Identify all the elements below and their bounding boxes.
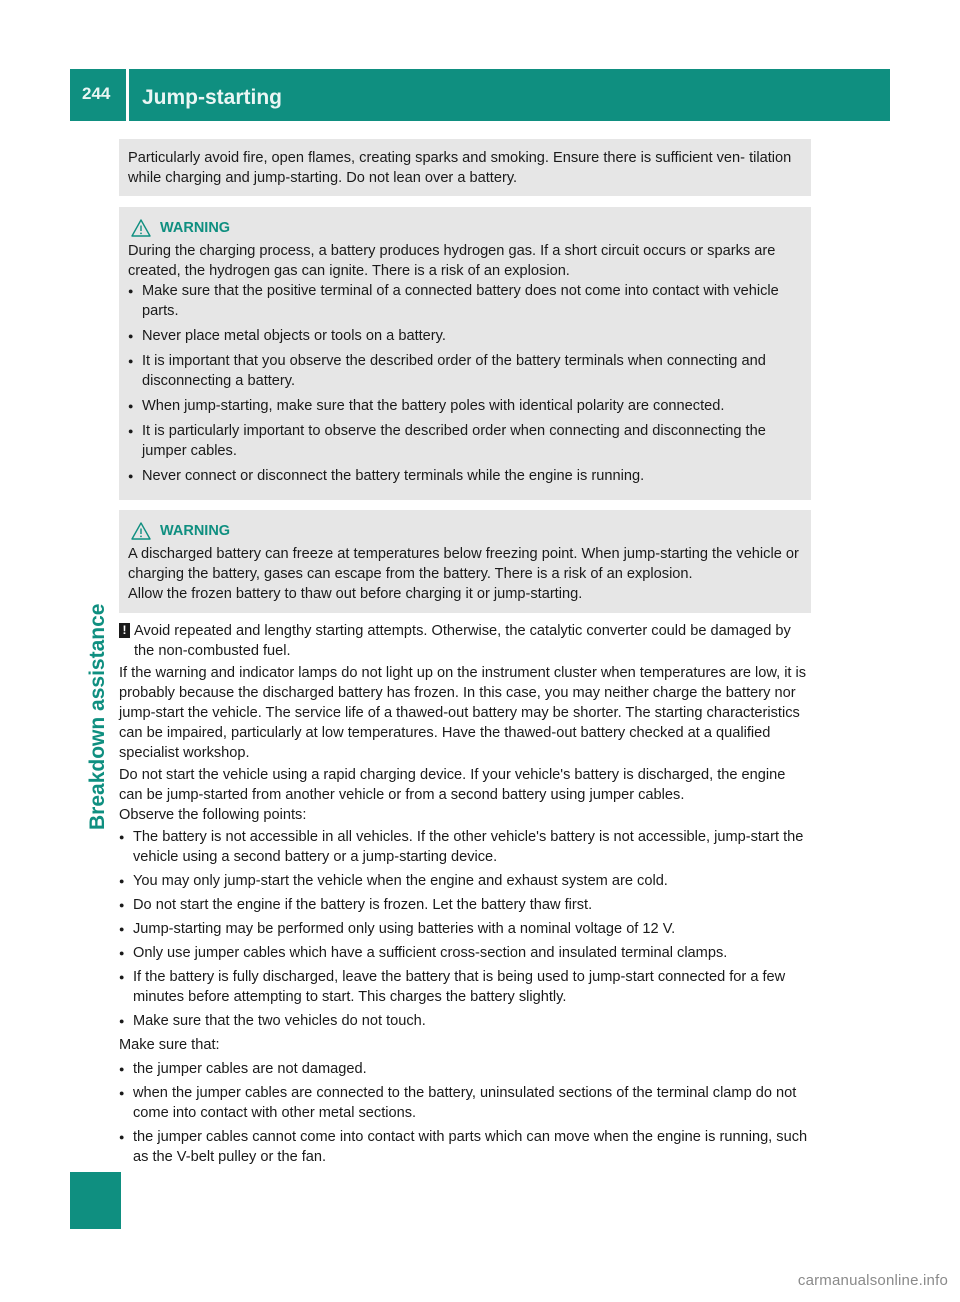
intro-text: Particularly avoid fire, open flames, creating sparks and smoking. Ensure there is sufficient ven- tilation while charging and jump-starting. Do not lean over a battery.: [128, 150, 792, 186]
list-item: ● Make sure that the positive terminal of a connected battery does not come into contact with vehicle parts.: [128, 281, 802, 321]
notice-text: Avoid repeated and lengthy starting attempts. Otherwise, the catalytic converter could be damaged by the non-combusted fuel.: [134, 623, 791, 659]
checks-list: [119, 1059, 811, 1167]
side-section-label-text: Breakdown assistance: [86, 603, 109, 830]
warning-box-hydrogen: [119, 207, 811, 500]
warning-text: During the charging process, a battery produces hydrogen gas. If a short circuit occurs or sparks are created, the hydrogen gas can ignite. There is a risk of an explosion.: [128, 243, 776, 279]
list-item: ● It is particularly important to observe the described order when connecting and disconnecting the jumper cables.: [128, 421, 802, 461]
warning-heading: [131, 218, 802, 238]
list-item: ● It is important that you observe the described order of the battery terminals when connecting and disconnecting a battery.: [128, 351, 802, 391]
warning-box-freezing: [119, 510, 811, 613]
list-item: ● the jumper cables are not damaged.: [119, 1059, 811, 1079]
list-item: ● when the jumper cables are connected to the battery, uninsulated sections of the terminal clamp do not come into contact with other metal sections.: [119, 1083, 811, 1123]
list-item: ● When jump-starting, make sure that the battery poles with identical polarity are connected.: [128, 396, 802, 416]
exclamation-icon: !: [119, 623, 130, 638]
page-content: [119, 139, 811, 1171]
page-number: 244: [82, 84, 111, 103]
warning-label: WARNING: [160, 523, 231, 539]
warning-text: A discharged battery can freeze at temperatures below freezing point. When jump-starting the vehicle or charging the battery, gases can escape from the battery. There is a risk of an explosion.: [128, 546, 799, 582]
side-color-block: [70, 1172, 121, 1229]
warning-bullets: [128, 281, 802, 486]
warning-triangle-icon: [131, 219, 151, 237]
list-item: ● Only use jumper cables which have a sufficient cross-section and insulated terminal clamps.: [119, 943, 811, 963]
points-list: [119, 827, 811, 1031]
warning-label: WARNING: [160, 220, 231, 236]
intro-box: [119, 139, 811, 196]
list-item: ● Make sure that the two vehicles do not touch.: [119, 1011, 811, 1031]
list-item: ● the jumper cables cannot come into contact with parts which can move when the engine is running, such as the V-belt pulley or the fan.: [119, 1127, 811, 1167]
list-item: ● If the battery is fully discharged, leave the battery that is being used to jump-start connected for a few minutes before attempting to start. This charges the battery slightly.: [119, 967, 811, 1007]
warning-heading: [131, 521, 802, 541]
list-item: ● Never connect or disconnect the battery terminals while the engine is running.: [128, 466, 802, 486]
page-title: Jump-starting: [142, 86, 283, 109]
list-item: ● You may only jump-start the vehicle when the engine and exhaust system are cold.: [119, 871, 811, 891]
list-item: ● Jump-starting may be performed only using batteries with a nominal voltage of 12 V.: [119, 919, 811, 939]
list-item: ● Do not start the engine if the battery is frozen. Let the battery thaw first.: [119, 895, 811, 915]
paragraph: Make sure that:: [119, 1037, 220, 1053]
header-divider: [126, 69, 129, 121]
paragraph: If the warning and indicator lamps do not light up on the instrument cluster when temperatures are low, it is probably because the discharged battery has frozen. In this case, you may neither charge the battery nor jump-start the vehicle. The service life of a thawed-out battery may be shorter. The starting characteristics can be impaired, particularly at low temperatures. Have the thawed-out battery checked at a qualified specialist workshop.: [119, 665, 807, 761]
notice-paragraph: [119, 621, 811, 661]
watermark-url[interactable]: carmanualsonline.info: [797, 1272, 948, 1289]
paragraph: Observe the following points:: [119, 807, 307, 823]
list-item: ● The battery is not accessible in all vehicles. If the other vehicle's battery is not accessible, jump-start the vehicle using a second battery or a jump-starting device.: [119, 827, 811, 867]
body-text: [119, 621, 811, 1167]
warning-triangle-icon: [131, 522, 151, 540]
list-item: ● Never place metal objects or tools on a battery.: [128, 326, 802, 346]
warning-text: Allow the frozen battery to thaw out before charging it or jump-starting.: [128, 586, 583, 602]
paragraph: Do not start the vehicle using a rapid charging device. If your vehicle's battery is discharged, the engine can be jump-started from another vehicle or from a second battery using jumper cables.: [119, 767, 786, 803]
